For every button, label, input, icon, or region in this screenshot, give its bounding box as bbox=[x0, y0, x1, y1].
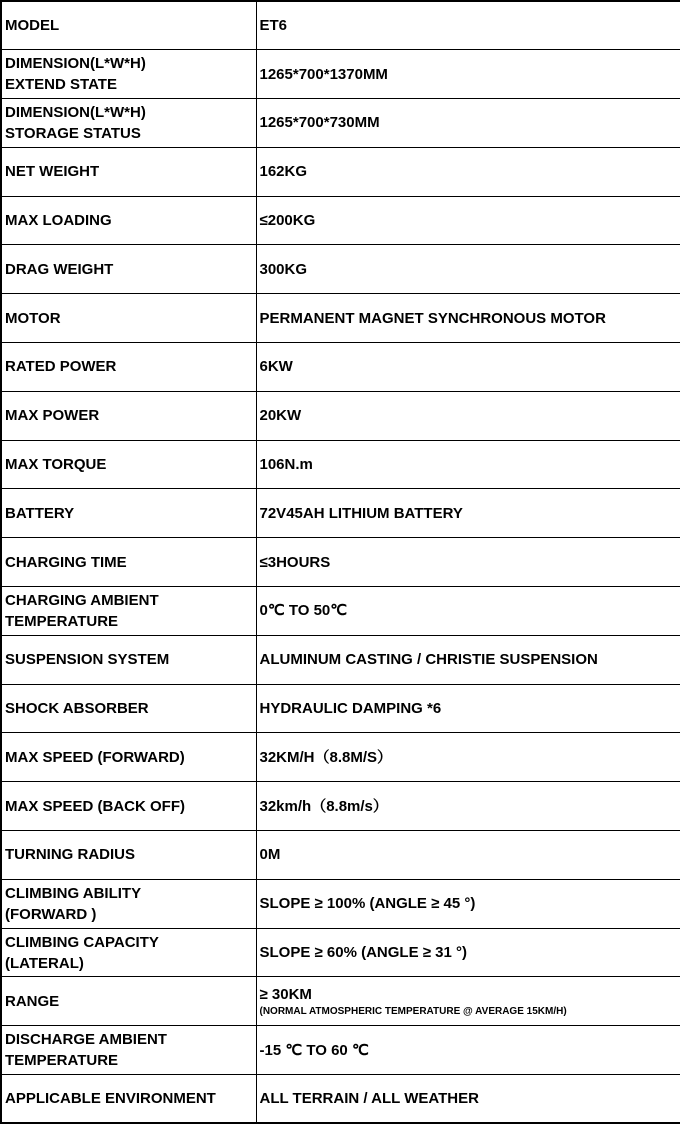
spec-label: (FORWARD ) bbox=[5, 905, 97, 923]
spec-value: 1265*700*1370MM bbox=[259, 65, 388, 83]
spec-label-cell bbox=[1, 1075, 256, 1124]
spec-value-cell bbox=[256, 977, 680, 1026]
spec-label: DIMENSION(L*W*H) bbox=[5, 55, 146, 73]
spec-label: MAX LOADING bbox=[5, 212, 112, 230]
spec-label-cell bbox=[1, 391, 256, 440]
spec-value-cell bbox=[256, 782, 680, 831]
spec-value: 106N.m bbox=[259, 456, 313, 474]
spec-value-cell bbox=[256, 733, 680, 782]
table-row bbox=[1, 50, 680, 99]
spec-value-cell bbox=[256, 99, 680, 148]
spec-value-cell bbox=[256, 1, 680, 50]
spec-label: RATED POWER bbox=[5, 358, 117, 376]
spec-label: MAX TORQUE bbox=[5, 456, 107, 474]
spec-label: BATTERY bbox=[5, 504, 75, 522]
spec-label: CHARGING TIME bbox=[5, 553, 127, 571]
spec-label-cell bbox=[1, 99, 256, 148]
spec-value: ≤3HOURS bbox=[259, 553, 331, 571]
spec-value-cell bbox=[256, 391, 680, 440]
table-row bbox=[1, 1026, 680, 1075]
table-row bbox=[1, 684, 680, 733]
spec-label: MAX SPEED (FORWARD) bbox=[5, 748, 185, 766]
spec-label-cell bbox=[1, 343, 256, 392]
table-row bbox=[1, 147, 680, 196]
table-row bbox=[1, 489, 680, 538]
spec-label: CLIMBING CAPACITY bbox=[5, 933, 159, 951]
table-row bbox=[1, 879, 680, 928]
spec-label-cell bbox=[1, 928, 256, 977]
spec-label: (LATERAL) bbox=[5, 954, 84, 972]
spec-label: RANGE bbox=[5, 992, 60, 1010]
spec-value: 32km/h（8.8m/s） bbox=[259, 797, 388, 815]
spec-value-cell bbox=[256, 489, 680, 538]
spec-value: -15 ℃ TO 60 ℃ bbox=[259, 1041, 369, 1059]
spec-value: ≥ 30KM bbox=[259, 986, 312, 1004]
spec-value: 162KG bbox=[259, 163, 308, 181]
spec-value: ≤200KG bbox=[259, 212, 316, 230]
spec-value-cell bbox=[256, 684, 680, 733]
table-row bbox=[1, 587, 680, 636]
spec-value: ALUMINUM CASTING / CHRISTIE SUSPENSION bbox=[259, 651, 598, 669]
spec-value-cell bbox=[256, 1026, 680, 1075]
spec-value-cell bbox=[256, 635, 680, 684]
table-row bbox=[1, 99, 680, 148]
spec-label-cell bbox=[1, 782, 256, 831]
spec-value: SLOPE ≥ 100% (ANGLE ≥ 45 °) bbox=[259, 895, 476, 913]
table-row bbox=[1, 782, 680, 831]
spec-value: 0M bbox=[259, 846, 281, 864]
spec-label: MAX SPEED (BACK OFF) bbox=[5, 797, 185, 815]
spec-value-cell bbox=[256, 343, 680, 392]
spec-label-cell bbox=[1, 587, 256, 636]
spec-label: DIMENSION(L*W*H) bbox=[5, 103, 146, 121]
table-row bbox=[1, 977, 680, 1026]
spec-label: SHOCK ABSORBER bbox=[5, 700, 149, 718]
table-row bbox=[1, 391, 680, 440]
spec-value-cell bbox=[256, 1075, 680, 1124]
spec-label-cell bbox=[1, 538, 256, 587]
table-row bbox=[1, 831, 680, 880]
spec-value-cell bbox=[256, 928, 680, 977]
spec-value-cell bbox=[256, 196, 680, 245]
spec-label: DISCHARGE AMBIENT bbox=[5, 1031, 167, 1049]
spec-label: TEMPERATURE bbox=[5, 1052, 119, 1070]
spec-value: 0℃ TO 50℃ bbox=[259, 602, 348, 620]
spec-label-cell bbox=[1, 831, 256, 880]
table-row bbox=[1, 1075, 680, 1124]
spec-label-cell bbox=[1, 196, 256, 245]
spec-value-cell bbox=[256, 294, 680, 343]
spec-label: CLIMBING ABILITY bbox=[5, 884, 142, 902]
spec-value-note: (NORMAL ATMOSPHERIC TEMPERATURE @ AVERAGE 15KM/H) bbox=[259, 1006, 567, 1018]
spec-label-cell bbox=[1, 684, 256, 733]
spec-label-cell bbox=[1, 440, 256, 489]
spec-label-cell bbox=[1, 879, 256, 928]
spec-value: 300KG bbox=[259, 260, 308, 278]
spec-label-cell bbox=[1, 635, 256, 684]
spec-label: NET WEIGHT bbox=[5, 163, 100, 181]
spec-value: HYDRAULIC DAMPING *6 bbox=[259, 700, 442, 718]
spec-value: 32KM/H（8.8M/S） bbox=[259, 748, 393, 766]
spec-label: CHARGING AMBIENT bbox=[5, 591, 159, 609]
spec-value: SLOPE ≥ 60% (ANGLE ≥ 31 °) bbox=[259, 944, 468, 962]
spec-label-cell bbox=[1, 147, 256, 196]
table-row bbox=[1, 440, 680, 489]
spec-label: APPLICABLE ENVIRONMENT bbox=[5, 1090, 216, 1108]
spec-label: TEMPERATURE bbox=[5, 612, 119, 630]
spec-label: MOTOR bbox=[5, 309, 61, 327]
spec-label: MAX POWER bbox=[5, 407, 100, 425]
table-row bbox=[1, 196, 680, 245]
spec-label: TURNING RADIUS bbox=[5, 846, 135, 864]
spec-value: ALL TERRAIN / ALL WEATHER bbox=[259, 1090, 479, 1108]
table-row bbox=[1, 538, 680, 587]
spec-value: 20KW bbox=[259, 407, 302, 425]
table-row bbox=[1, 635, 680, 684]
spec-value-cell bbox=[256, 440, 680, 489]
spec-value-cell bbox=[256, 147, 680, 196]
spec-label-cell bbox=[1, 50, 256, 99]
spec-label-cell bbox=[1, 245, 256, 294]
spec-label: STORAGE STATUS bbox=[5, 124, 141, 142]
spec-label-cell bbox=[1, 733, 256, 782]
spec-value: PERMANENT MAGNET SYNCHRONOUS MOTOR bbox=[259, 309, 606, 327]
table-row bbox=[1, 343, 680, 392]
spec-label-cell bbox=[1, 1026, 256, 1075]
spec-table-body bbox=[1, 1, 680, 1123]
spec-label-cell bbox=[1, 977, 256, 1026]
spec-value: 6KW bbox=[259, 358, 293, 376]
spec-value-cell bbox=[256, 50, 680, 99]
spec-label: MODEL bbox=[5, 17, 60, 35]
spec-label-cell bbox=[1, 1, 256, 50]
spec-value-cell bbox=[256, 538, 680, 587]
spec-value-cell bbox=[256, 587, 680, 636]
spec-value: 72V45AH LITHIUM BATTERY bbox=[259, 504, 463, 522]
spec-value-cell bbox=[256, 245, 680, 294]
table-row bbox=[1, 928, 680, 977]
spec-label-cell bbox=[1, 489, 256, 538]
spec-label: DRAG WEIGHT bbox=[5, 260, 114, 278]
table-row bbox=[1, 294, 680, 343]
table-row bbox=[1, 733, 680, 782]
spec-value: ET6 bbox=[259, 17, 288, 35]
spec-label-cell bbox=[1, 294, 256, 343]
spec-value: 1265*700*730MM bbox=[259, 114, 380, 132]
table-row bbox=[1, 245, 680, 294]
spec-value-cell bbox=[256, 831, 680, 880]
table-row bbox=[1, 1, 680, 50]
spec-label: SUSPENSION SYSTEM bbox=[5, 651, 170, 669]
spec-value-cell bbox=[256, 879, 680, 928]
spec-label: EXTEND STATE bbox=[5, 76, 117, 94]
